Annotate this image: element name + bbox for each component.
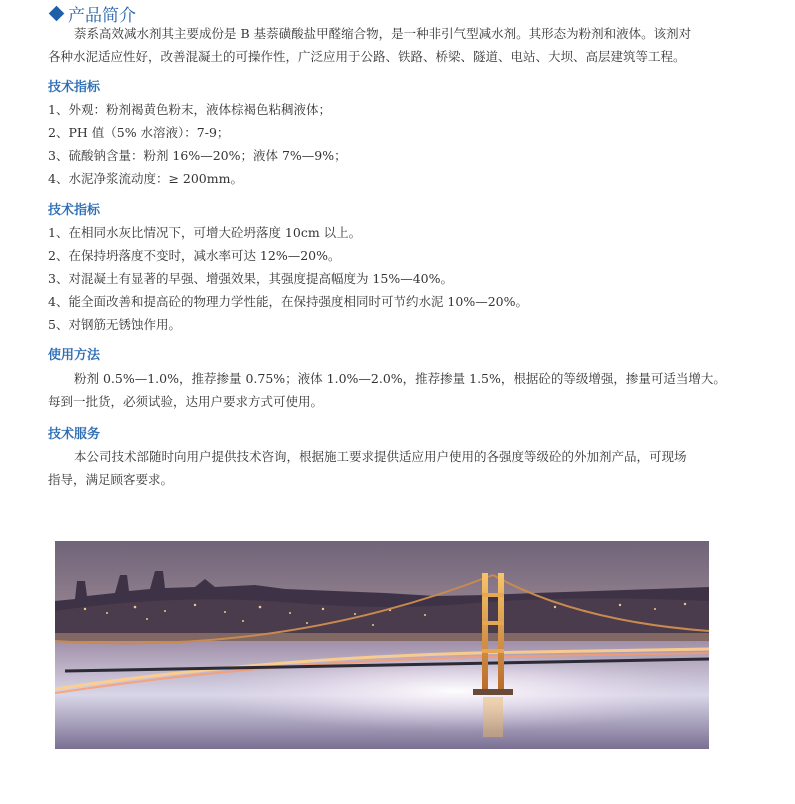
- performance-heading: 技术指标: [48, 203, 101, 218]
- section-title: [48, 2, 136, 24]
- service-heading: 技术服务: [48, 427, 101, 442]
- section-title-text: 产品简介: [68, 5, 136, 26]
- usage-heading: 使用方法: [48, 348, 101, 363]
- intro-line-2: 各种水泥适应性好，改善混凝土的可操作性，广泛应用于公路、铁路、桥梁、隧道、电站、大坝、高层建筑等工程。: [48, 49, 686, 64]
- list-item: 1、在相同水灰比情况下，可增大砼坍落度 10cm 以上。: [48, 225, 362, 240]
- service-line-2: 指导，满足顾客要求。: [48, 472, 174, 487]
- intro-line-1: 萘系高效减水剂其主要成份是 B 基萘磺酸盐甲醛缩合物，是一种非引气型减水剂。其形态为粉剂和液体。该剂对: [74, 26, 692, 41]
- spec-heading: 技术指标: [48, 80, 101, 95]
- list-item: 1、外观：粉剂褐黄色粉末，液体棕褐色粘稠液体；: [48, 102, 331, 117]
- list-item: 3、对混凝土有显著的早强、增强效果，其强度提高幅度为 15%—40%。: [48, 271, 453, 286]
- list-item: 4、能全面改善和提高砼的物理力学性能，在保持强度相同时可节约水泥 10%—20%。: [48, 294, 528, 309]
- usage-paragraph: [48, 367, 748, 413]
- performance-list: [48, 221, 528, 336]
- bridge-photo: [55, 541, 709, 749]
- list-item: 2、在保持坍落度不变时，减水率可达 12%—20%。: [48, 248, 341, 263]
- diamond-bullet-icon: [49, 5, 65, 21]
- list-item: 4、水泥净浆流动度：≥ 200mm。: [48, 171, 243, 186]
- usage-line-2: 每到一批货，必须试验，达用户要求方式可使用。: [48, 394, 324, 409]
- service-paragraph: [48, 445, 748, 491]
- list-item: 3、硫酸钠含量：粉剂 16%—20%；液体 7%—9%；: [48, 148, 347, 163]
- usage-line-1: 粉剂 0.5%—1.0%，推荐掺量 0.75%；液体 1.0%—2.0%，推荐掺量 1.5%，根据砼的等级增强，掺量可适当增大。: [74, 371, 726, 386]
- intro-paragraph: [48, 22, 748, 68]
- spec-list: [48, 98, 347, 190]
- list-item: 5、对钢筋无锈蚀作用。: [48, 317, 181, 332]
- list-item: 2、PH 值（5% 水溶液）：7-9；: [48, 125, 230, 140]
- service-line-1: 本公司技术部随时向用户提供技术咨询，根据施工要求提供适应用户使用的各强度等级砼的外加剂产品，可现场: [74, 449, 687, 464]
